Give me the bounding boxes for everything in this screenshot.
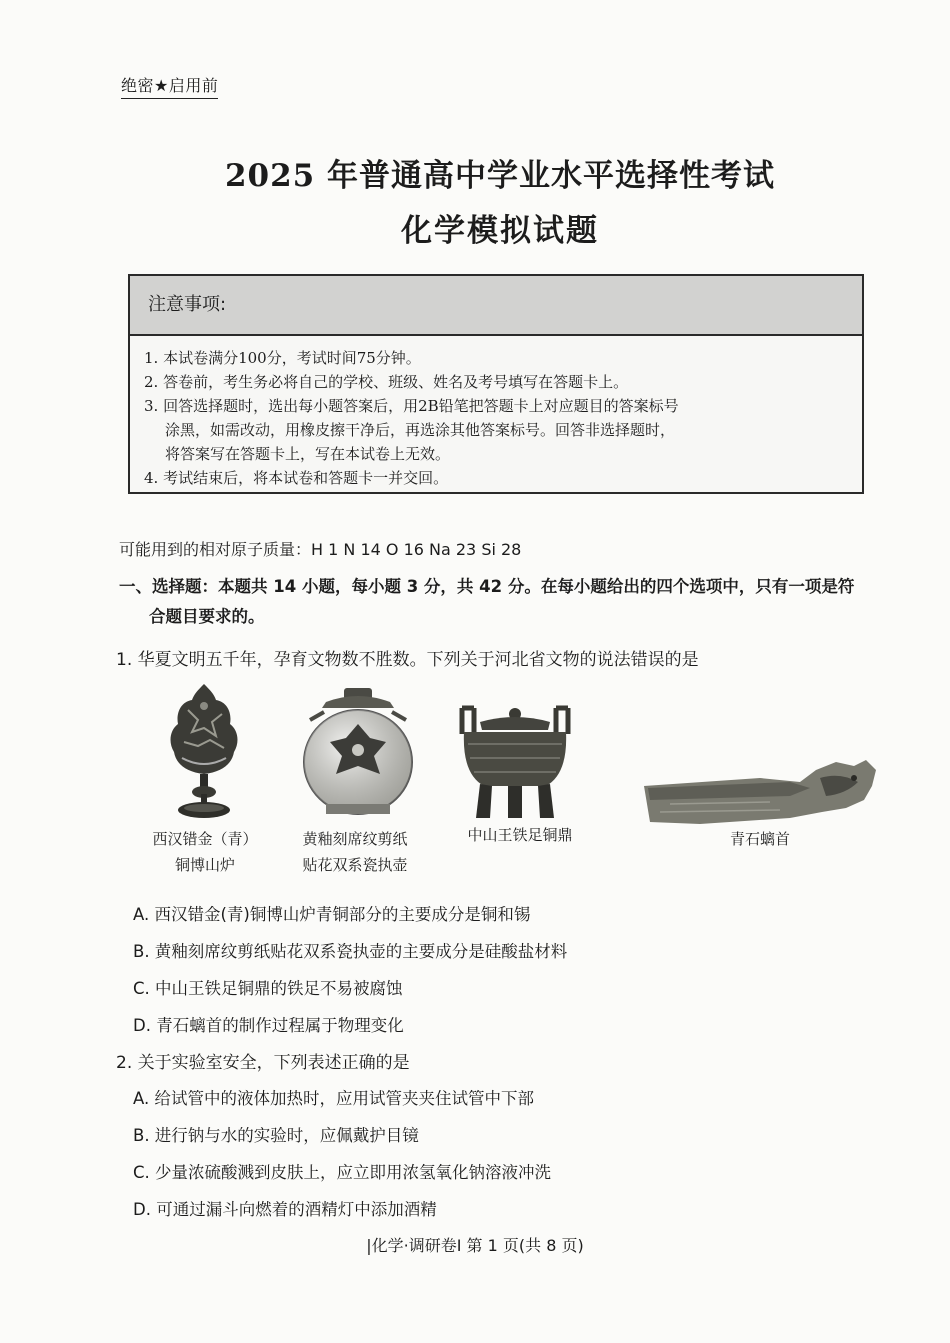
- section-line: 合题目要求的。: [149, 607, 265, 626]
- question-1-option-c: C. 中山王铁足铜鼎的铁足不易被腐蚀: [133, 979, 403, 998]
- artifact-caption: [700, 826, 820, 852]
- caption-line: 黄釉刻席纹剪纸: [302, 830, 408, 848]
- notice-item: 3. 回答选择题时，选出每小题答案后，用2B铅笔把答题卡上对应题目的答案标号: [144, 397, 679, 415]
- notice-item: 2. 答卷前，考生务必将自己的学校、班级、姓名及考号填写在答题卡上。: [144, 373, 629, 391]
- artifact-caption: [143, 826, 267, 878]
- ding-image: [450, 700, 580, 820]
- section-heading: [119, 572, 899, 632]
- notice-heading: 注意事项:: [130, 276, 862, 336]
- exam-title: 2025 年普通高中学业水平选择性考试: [224, 158, 776, 194]
- dragon-head-image: [640, 752, 880, 826]
- notice-item: 4. 考试结束后，将本试卷和答题卡一并交回。: [144, 469, 449, 487]
- question-1-option-d: D. 青石螭首的制作过程属于物理变化: [133, 1016, 404, 1035]
- exam-subtitle: 化学模拟试题: [401, 213, 599, 249]
- section-line: 一、选择题：本题共 14 小题，每小题 3 分，共 42 分。在每小题给出的四个选项中，只有一项是符: [119, 577, 855, 596]
- ewer-image: [296, 684, 420, 818]
- artifact-caption: [455, 822, 585, 848]
- confidential-mark: 绝密★启用前: [121, 73, 218, 99]
- caption-line: 铜博山炉: [174, 856, 235, 874]
- question-1-option-a: A. 西汉错金(青)铜博山炉青铜部分的主要成分是铜和锡: [133, 905, 531, 924]
- atomic-masses: 可能用到的相对原子质量：H 1 N 14 O 16 Na 23 Si 28: [119, 540, 522, 559]
- caption-line: 中山王铁足铜鼎: [467, 826, 573, 844]
- notice-item: 1. 本试卷满分100分，考试时间75分钟。: [144, 349, 421, 367]
- caption-line: 青石螭首: [729, 830, 790, 848]
- censer-image: [158, 680, 250, 822]
- page-footer: |化学·调研卷Ⅰ 第 1 页(共 8 页): [366, 1236, 584, 1255]
- question-2-option-d: D. 可通过漏斗向燃着的酒精灯中添加酒精: [133, 1200, 437, 1219]
- question-2-option-c: C. 少量浓硫酸溅到皮肤上，应立即用浓氢氧化钠溶液冲洗: [133, 1163, 552, 1182]
- artifact-caption: [280, 826, 430, 878]
- notice-item: 将答案写在答题卡上，写在本试卷上无效。: [165, 445, 451, 463]
- notice-body: [130, 336, 862, 490]
- notice-item: 涂黑，如需改动，用橡皮擦干净后，再选涂其他答案标号。回答非选择题时，: [165, 421, 676, 439]
- notice-box: [128, 274, 864, 494]
- question-1-stem: 1. 华夏文明五千年，孕育文物数不胜数。下列关于河北省文物的说法错误的是: [116, 650, 699, 670]
- caption-line: 西汉错金（青）: [152, 830, 258, 848]
- question-2-stem: 2. 关于实验室安全，下列表述正确的是: [116, 1053, 410, 1073]
- question-1-option-b: B. 黄釉刻席纹剪纸贴花双系瓷执壶的主要成分是硅酸盐材料: [133, 942, 568, 961]
- caption-line: 贴花双系瓷执壶: [302, 856, 408, 874]
- question-2-option-a: A. 给试管中的液体加热时，应用试管夹夹住试管中下部: [133, 1089, 534, 1108]
- question-2-option-b: B. 进行钠与水的实验时，应佩戴护目镜: [133, 1126, 419, 1145]
